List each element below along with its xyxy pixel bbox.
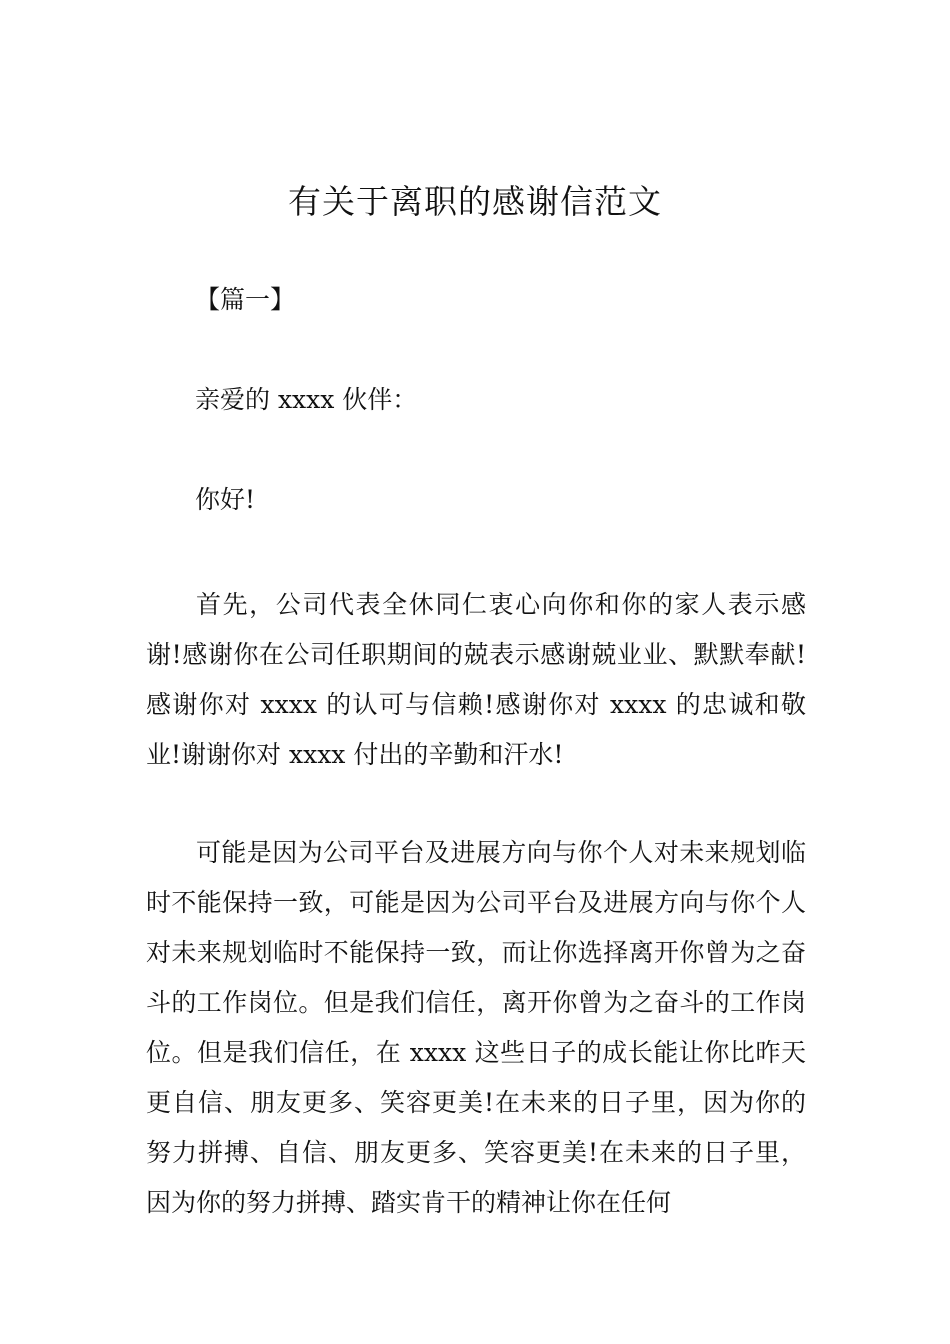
paragraph-1: 首先，公司代表全休同仁衷心向你和你的家人表示感谢!感谢你在公司任职期间的兢表示感谢兢业业、默默奉献!感谢你对 xxxx 的认可与信赖!感谢你对 xxxx 的忠诚和敬业!谢谢你对 xxxx 付出的辛勤和汗水!: [146, 590, 806, 769]
section-label: 【篇一】: [195, 285, 296, 314]
salutation: 亲爱的 xxxx 伙伴：: [195, 385, 418, 414]
document-title: 有关于离职的感谢信范文: [288, 182, 662, 221]
greeting: 你好!: [195, 485, 256, 514]
paragraph-2: 可能是因为公司平台及进展方向与你个人对未来规划临时不能保持一致，可能是因为公司平台及进展方向与你个人对未来规划临时不能保持一致，而让你选择离开你曾为之奋斗的工作岗位。但是我们信任，离开你曾为之奋斗的工作岗位。但是我们信任，在 xxxx 这些日子的成长能让你比昨天更自信、朋友更多、笑容更美!在未来的日子里，因为你的努力拼搏、自信、朋友更多、笑容更美!在未来的日子里，因为你的努力拼搏、踏实肯干的精神让你在任何: [146, 838, 806, 1217]
